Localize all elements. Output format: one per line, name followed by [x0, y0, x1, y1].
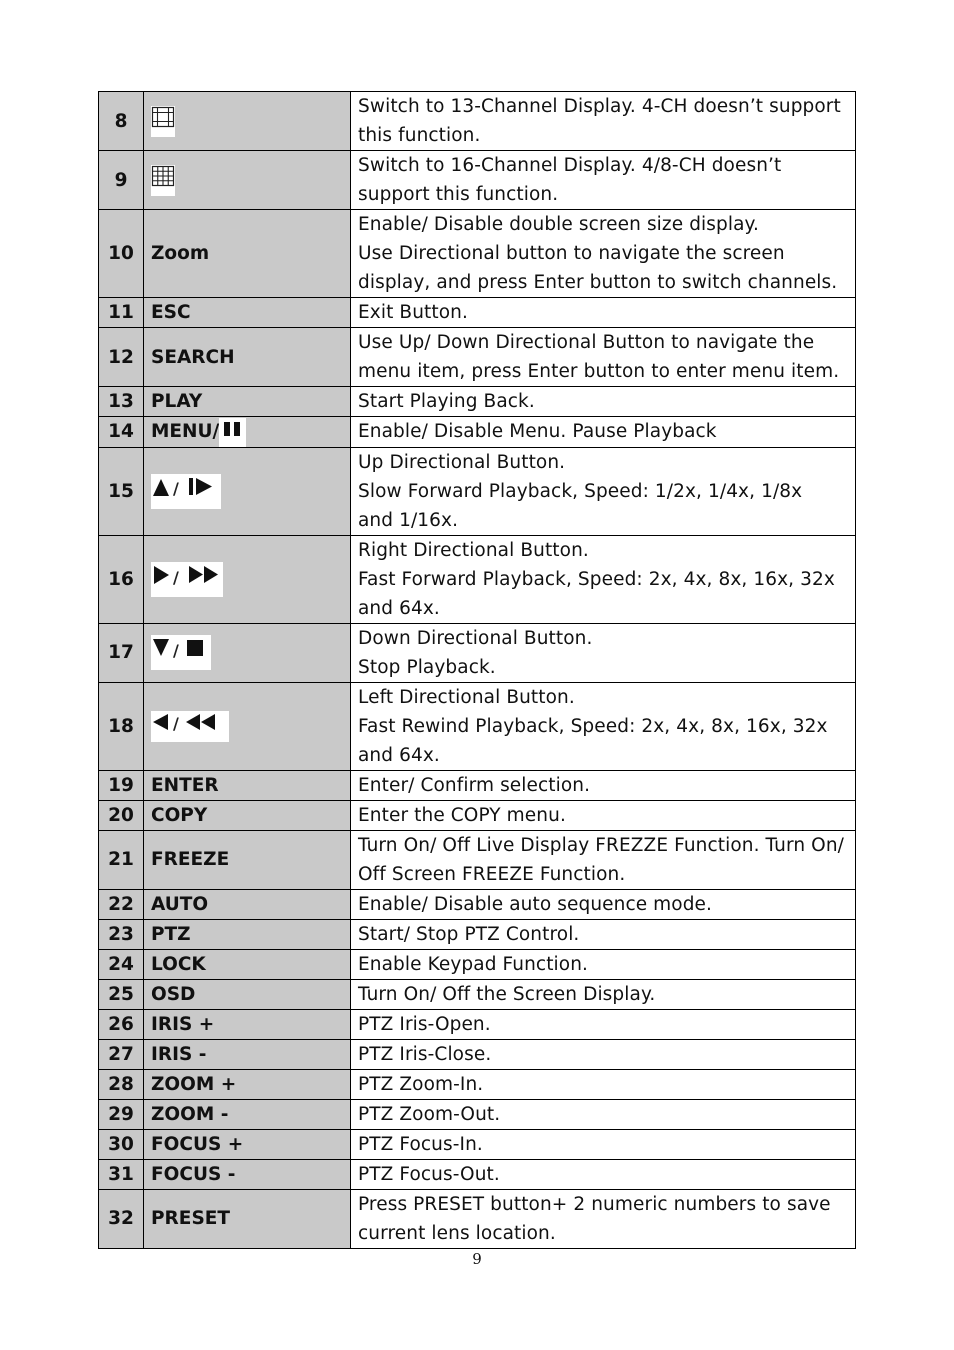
key-name: ENTER: [151, 774, 219, 796]
key-name-cell: [144, 447, 351, 535]
description-line: Enable/ Disable auto sequence mode.: [358, 893, 713, 915]
description-cell: [351, 682, 856, 770]
key-name-cell: [144, 535, 351, 623]
table-row: [99, 623, 856, 682]
table-row: [99, 1069, 856, 1099]
description-cell: [351, 1039, 856, 1069]
table-row: [99, 447, 856, 535]
description-cell: [351, 623, 856, 682]
description-line: Start/ Stop PTZ Control.: [358, 923, 580, 945]
description-cell: [351, 328, 856, 387]
table-row: [99, 889, 856, 919]
description-line: and 64x.: [358, 744, 440, 766]
table-row: [99, 830, 856, 889]
key-name-cell: [144, 328, 351, 387]
description-line: PTZ Zoom-Out.: [358, 1103, 501, 1125]
description-cell: [351, 387, 856, 417]
description-line: PTZ Focus-Out.: [358, 1163, 500, 1185]
description-line: Slow Forward Playback, Speed: 1/2x, 1/4x, 1/8x: [358, 480, 803, 502]
key-name-cell: [144, 979, 351, 1009]
grid-16-icon: [151, 165, 175, 196]
key-name-cell: [144, 210, 351, 298]
key-name: FREEZE: [151, 849, 230, 870]
description-line: Left Directional Button.: [358, 686, 575, 708]
table-row: [99, 1129, 856, 1159]
row-number: 12: [99, 328, 144, 387]
key-name: PLAY: [151, 391, 203, 412]
svg-text:/: /: [173, 567, 179, 587]
row-number: 15: [99, 447, 144, 535]
row-number: 21: [99, 830, 144, 889]
svg-text:/: /: [173, 713, 179, 733]
key-name: FOCUS -: [151, 1163, 236, 1185]
key-name: PRESET: [151, 1208, 231, 1229]
key-name-cell: [144, 151, 351, 210]
svg-text:/: /: [173, 641, 179, 660]
key-name-cell: [144, 92, 351, 151]
row-number: 20: [99, 800, 144, 830]
table-row: [99, 919, 856, 949]
key-name: IRIS +: [151, 1013, 215, 1035]
description-cell: [351, 889, 856, 919]
key-name: AUTO: [151, 893, 209, 915]
table-row: [99, 210, 856, 298]
key-name-cell: [144, 1189, 351, 1248]
key-name-cell: [144, 1129, 351, 1159]
table-row: [99, 682, 856, 770]
row-number: 31: [99, 1159, 144, 1189]
row-number: 13: [99, 387, 144, 417]
description-line: menu item, press Enter button to enter menu item.: [358, 361, 840, 382]
svg-text:/: /: [173, 478, 179, 498]
key-name: MENU/: [151, 421, 220, 442]
description-line: Switch to 16-Channel Display. 4/8-CH doesn’t: [358, 155, 782, 176]
table-row: [99, 1159, 856, 1189]
row-number: 16: [99, 535, 144, 623]
description-cell: [351, 1099, 856, 1129]
row-number: 14: [99, 417, 144, 448]
table-row: [99, 1039, 856, 1069]
key-name: SEARCH: [151, 346, 235, 368]
row-number: 9: [99, 151, 144, 210]
description-line: Turn On/ Off Live Display FREZZE Function. Turn On/: [358, 834, 844, 856]
grid-13-icon: [151, 106, 175, 137]
row-number: 17: [99, 623, 144, 682]
key-name-cell: [144, 1069, 351, 1099]
description-line: Stop Playback.: [358, 656, 496, 678]
row-number: 29: [99, 1099, 144, 1129]
key-name-cell: [144, 1039, 351, 1069]
description-cell: [351, 1069, 856, 1099]
description-line: PTZ Zoom-In.: [358, 1073, 484, 1095]
table-row: [99, 1099, 856, 1129]
description-cell: [351, 151, 856, 210]
table-row: [99, 800, 856, 830]
row-number: 11: [99, 298, 144, 328]
row-number: 22: [99, 889, 144, 919]
description-cell: [351, 210, 856, 298]
pause-icon: [219, 418, 246, 447]
page-number: 9: [472, 1250, 482, 1268]
description-cell: [351, 535, 856, 623]
row-number: 27: [99, 1039, 144, 1069]
table-row: [99, 328, 856, 387]
row-number: 32: [99, 1189, 144, 1248]
row-number: 10: [99, 210, 144, 298]
description-line: PTZ Iris-Close.: [358, 1043, 492, 1065]
table-row: [99, 1189, 856, 1248]
description-cell: [351, 298, 856, 328]
key-name: ZOOM -: [151, 1103, 229, 1125]
description-cell: [351, 800, 856, 830]
description-cell: [351, 979, 856, 1009]
description-line: display, and press Enter button to switch channels.: [358, 272, 838, 293]
description-line: current lens location.: [358, 1222, 556, 1244]
description-cell: [351, 949, 856, 979]
key-name-cell: [144, 1159, 351, 1189]
key-name: IRIS -: [151, 1043, 207, 1065]
table-row: [99, 949, 856, 979]
key-name: LOCK: [151, 953, 206, 975]
table-row: [99, 417, 856, 448]
key-name-cell: [144, 889, 351, 919]
key-name-cell: [144, 1099, 351, 1129]
description-cell: [351, 830, 856, 889]
description-line: Exit Button.: [358, 302, 468, 323]
key-name: FOCUS +: [151, 1133, 244, 1155]
row-number: 26: [99, 1009, 144, 1039]
key-name-cell: [144, 830, 351, 889]
description-line: Enter/ Confirm selection.: [358, 774, 591, 796]
description-cell: [351, 447, 856, 535]
table-row: [99, 298, 856, 328]
row-number: 28: [99, 1069, 144, 1099]
description-line: Enable Keypad Function.: [358, 953, 589, 975]
table-row: [99, 387, 856, 417]
description-line: Off Screen FREEZE Function.: [358, 863, 626, 885]
row-number: 19: [99, 770, 144, 800]
table-row: [99, 979, 856, 1009]
key-name: COPY: [151, 804, 208, 826]
description-cell: [351, 417, 856, 448]
description-line: Enter the COPY menu.: [358, 804, 566, 826]
description-line: Start Playing Back.: [358, 391, 535, 412]
row-number: 8: [99, 92, 144, 151]
description-line: Press PRESET button+ 2 numeric numbers to save: [358, 1193, 831, 1215]
description-line: Right Directional Button.: [358, 539, 589, 561]
description-line: Fast Rewind Playback, Speed: 2x, 4x, 8x, 16x, 32x: [358, 715, 828, 737]
description-line: Turn On/ Off the Screen Display.: [358, 983, 656, 1005]
key-name-cell: [144, 387, 351, 417]
row-number: 24: [99, 949, 144, 979]
description-line: this function.: [358, 125, 481, 146]
row-number: 23: [99, 919, 144, 949]
description-cell: [351, 1159, 856, 1189]
up-slow-forward-icon: [151, 474, 221, 509]
table-row: [99, 770, 856, 800]
row-number: 30: [99, 1129, 144, 1159]
table-row: [99, 1009, 856, 1039]
row-number: 25: [99, 979, 144, 1009]
description-cell: [351, 92, 856, 151]
table-row: [99, 92, 856, 151]
description-line: Down Directional Button.: [358, 627, 593, 649]
description-line: Up Directional Button.: [358, 451, 566, 473]
key-name: Zoom: [151, 243, 210, 264]
key-name: OSD: [151, 983, 196, 1005]
key-name-cell: [144, 800, 351, 830]
description-line: Use Directional button to navigate the screen: [358, 243, 785, 264]
description-line: Fast Forward Playback, Speed: 2x, 4x, 8x, 16x, 32x: [358, 568, 835, 590]
description-cell: [351, 770, 856, 800]
description-line: and 1/16x.: [358, 509, 459, 531]
description-line: and 64x.: [358, 597, 440, 619]
key-name: ZOOM +: [151, 1073, 237, 1095]
description-line: Enable/ Disable Menu. Pause Playback: [358, 421, 717, 443]
description-line: Switch to 13-Channel Display. 4-CH doesn’t support: [358, 96, 841, 117]
key-name-cell: [144, 949, 351, 979]
key-name-cell: [144, 298, 351, 328]
key-name: ESC: [151, 302, 191, 323]
description-line: Enable/ Disable double screen size display.: [358, 214, 759, 235]
row-number: 18: [99, 682, 144, 770]
key-name-cell: [144, 417, 351, 448]
key-name: PTZ: [151, 923, 191, 945]
key-function-table: [98, 91, 856, 1249]
key-name-cell: [144, 919, 351, 949]
left-rewind-icon: [151, 711, 229, 742]
down-stop-icon: [151, 635, 211, 670]
description-line: PTZ Focus-In.: [358, 1133, 483, 1155]
description-cell: [351, 1129, 856, 1159]
key-name-cell: [144, 1009, 351, 1039]
key-name-cell: [144, 623, 351, 682]
description-cell: [351, 919, 856, 949]
key-name-cell: [144, 682, 351, 770]
table-row: [99, 151, 856, 210]
table-row: [99, 535, 856, 623]
description-cell: [351, 1189, 856, 1248]
description-cell: [351, 1009, 856, 1039]
right-fast-forward-icon: [151, 562, 223, 597]
description-line: support this function.: [358, 184, 559, 205]
description-line: PTZ Iris-Open.: [358, 1013, 491, 1035]
key-name-cell: [144, 770, 351, 800]
description-line: Use Up/ Down Directional Button to navigate the: [358, 332, 815, 353]
